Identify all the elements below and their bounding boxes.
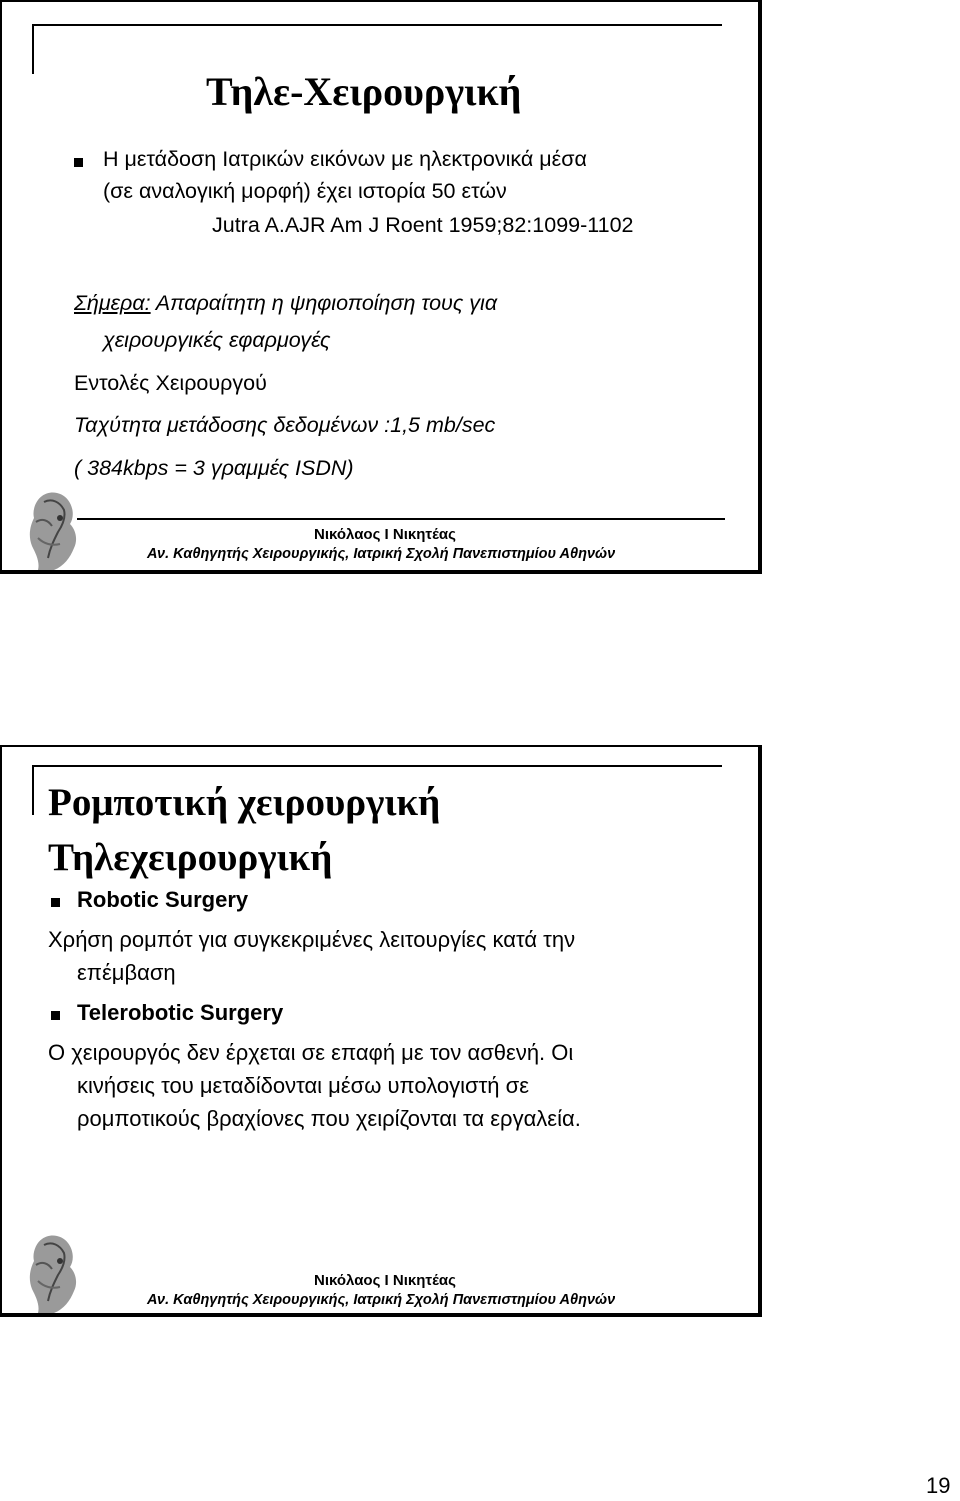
slide-2 — [0, 745, 762, 1317]
athena-head-logo-icon — [24, 488, 80, 574]
reference-citation: Jutra A.AJR Am J Roent 1959;82:1099-1102 — [212, 213, 634, 237]
today-label: Σήμερα: — [74, 291, 151, 315]
footer-divider — [77, 518, 725, 520]
corner-mark-vertical — [32, 24, 34, 74]
square-bullet-icon — [74, 158, 83, 167]
slide-1 — [0, 0, 762, 574]
athena-head-logo-icon — [24, 1231, 80, 1317]
telerobotic-text-line-2: κινήσεις του μεταδίδονται μέσω υπολογιστή σε — [77, 1073, 530, 1098]
today-line — [74, 291, 497, 316]
square-bullet-icon — [51, 898, 60, 907]
page-number: 19 — [926, 1473, 951, 1498]
transmission-speed: Ταχύτητα μετάδοσης δεδομένων :1,5 mb/sec — [74, 413, 496, 437]
corner-mark-vertical — [32, 765, 34, 815]
telerobotic-surgery-heading: Telerobotic Surgery — [77, 1000, 284, 1025]
slide-title-line-1: Ρομποτική χειρουργική — [48, 781, 441, 824]
robotic-surgery-heading: Robotic Surgery — [77, 887, 249, 912]
slide-title-line-2: Τηλεχειρουργική — [48, 836, 333, 879]
slide-title: Τηλε-Χειρουργική — [206, 69, 522, 114]
square-bullet-icon — [51, 1011, 60, 1020]
footer-affiliation: Αν. Καθηγητής Χειρουργικής, Ιατρική Σχολή Πανεπιστημίου Αθηνών — [147, 546, 616, 562]
robotic-text-line-1: Χρήση ρομπότ για συγκεκριμένες λειτουργίες κατά την — [48, 927, 576, 952]
footer-affiliation: Αν. Καθηγητής Χειρουργικής, Ιατρική Σχολή Πανεπιστημίου Αθηνών — [147, 1292, 616, 1308]
corner-mark-horizontal — [32, 765, 722, 767]
surgeon-commands: Εντολές Χειρουργού — [74, 371, 267, 395]
footer-author-name: Νικόλαος Ι Νικητέας — [314, 526, 456, 543]
footer-author-name: Νικόλαος Ι Νικητέας — [314, 1272, 456, 1289]
telerobotic-text-line-1: Ο χειρουργός δεν έρχεται σε επαφή με τον ασθενή. Οι — [48, 1040, 574, 1065]
bullet-text-line-2: (σε αναλογική μορφή) έχει ιστορία 50 ετών — [103, 179, 507, 203]
robotic-text-line-2: επέμβαση — [77, 960, 176, 985]
isdn-lines: ( 384kbps = 3 γραμμές ISDN) — [74, 456, 354, 480]
today-text: Απαραίτητη η ψηφιοποίηση τους για — [155, 291, 498, 315]
today-text-line-2: χειρουργικές εφαρμογές — [103, 328, 331, 352]
telerobotic-text-line-3: ρομποτικούς βραχίονες που χειρίζονται τα εργαλεία. — [77, 1106, 581, 1131]
bullet-text-line-1: Η μετάδοση Ιατρικών εικόνων με ηλεκτρονικά μέσα — [103, 147, 587, 171]
corner-mark-horizontal — [32, 24, 722, 26]
